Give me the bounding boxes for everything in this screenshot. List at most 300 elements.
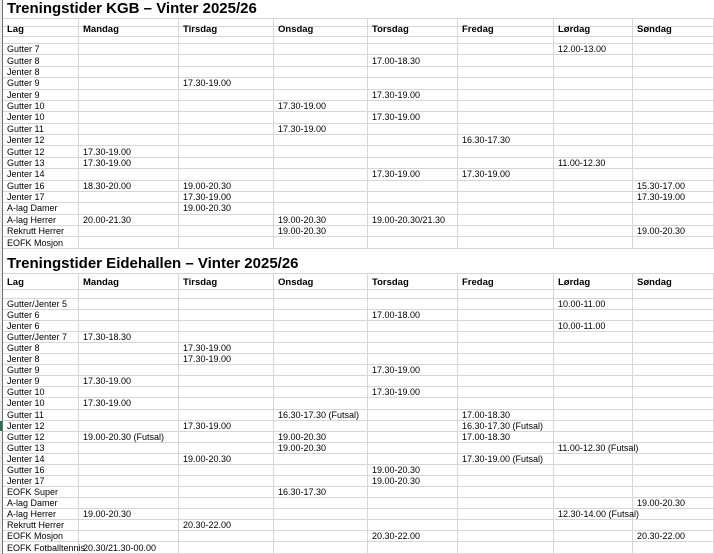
- time-cell[interactable]: [458, 520, 554, 530]
- time-cell[interactable]: [368, 67, 458, 77]
- time-cell[interactable]: [458, 181, 554, 191]
- time-cell[interactable]: [79, 101, 179, 111]
- column-header[interactable]: Lag: [3, 274, 79, 289]
- time-cell[interactable]: [274, 332, 368, 342]
- time-cell[interactable]: 17.30-19.00: [633, 192, 714, 202]
- time-cell[interactable]: 17.30-19.00: [368, 112, 458, 122]
- time-cell[interactable]: 16.30-17.30: [458, 135, 554, 145]
- cell[interactable]: [554, 37, 633, 43]
- time-cell[interactable]: 17.00-18.30: [458, 432, 554, 442]
- time-cell[interactable]: [458, 215, 554, 225]
- time-cell[interactable]: [179, 509, 274, 519]
- time-cell[interactable]: [274, 55, 368, 65]
- time-cell[interactable]: [179, 321, 274, 331]
- team-name-cell[interactable]: Jenter 10: [3, 112, 79, 122]
- time-cell[interactable]: [179, 487, 274, 497]
- time-cell[interactable]: 19.00-20.30: [179, 203, 274, 213]
- time-cell[interactable]: [179, 112, 274, 122]
- time-cell[interactable]: [554, 465, 633, 475]
- team-name-cell[interactable]: Gutter 13: [3, 443, 79, 453]
- time-cell[interactable]: 10.00-11.00: [554, 299, 633, 309]
- time-cell[interactable]: [458, 237, 554, 247]
- time-cell[interactable]: [179, 146, 274, 156]
- time-cell[interactable]: [179, 332, 274, 342]
- time-cell[interactable]: [179, 55, 274, 65]
- time-cell[interactable]: [458, 387, 554, 397]
- time-cell[interactable]: [633, 203, 714, 213]
- time-cell[interactable]: [79, 387, 179, 397]
- time-cell[interactable]: [368, 432, 458, 442]
- time-cell[interactable]: 16.30-17.30 (Futsal): [274, 410, 368, 420]
- time-cell[interactable]: [554, 520, 633, 530]
- time-cell[interactable]: [554, 343, 633, 353]
- time-cell[interactable]: [554, 531, 633, 541]
- time-cell[interactable]: 17.30-19.00: [368, 169, 458, 179]
- column-header[interactable]: Søndag: [633, 274, 714, 289]
- time-cell[interactable]: 17.30-19.00: [79, 158, 179, 168]
- time-cell[interactable]: [274, 520, 368, 530]
- time-cell[interactable]: [274, 237, 368, 247]
- cell[interactable]: [79, 290, 179, 298]
- time-cell[interactable]: [368, 299, 458, 309]
- time-cell[interactable]: [554, 542, 633, 552]
- time-cell[interactable]: [458, 101, 554, 111]
- team-name-cell[interactable]: Gutter 7: [3, 44, 79, 54]
- team-name-cell[interactable]: Rekrutt Herrer: [3, 520, 79, 530]
- time-cell[interactable]: 19.00-20.30: [179, 454, 274, 464]
- time-cell[interactable]: [458, 158, 554, 168]
- time-cell[interactable]: 19.00-20.30: [274, 215, 368, 225]
- time-cell[interactable]: [633, 321, 714, 331]
- time-cell[interactable]: [554, 410, 633, 420]
- team-name-cell[interactable]: EOFK Super: [3, 487, 79, 497]
- time-cell[interactable]: [368, 124, 458, 134]
- team-name-cell[interactable]: Gutter 10: [3, 101, 79, 111]
- time-cell[interactable]: [79, 112, 179, 122]
- time-cell[interactable]: [633, 365, 714, 375]
- time-cell[interactable]: [368, 454, 458, 464]
- time-cell[interactable]: [633, 443, 714, 453]
- time-cell[interactable]: [179, 158, 274, 168]
- time-cell[interactable]: [368, 321, 458, 331]
- time-cell[interactable]: [274, 44, 368, 54]
- time-cell[interactable]: 12.30-14.00 (Futsal): [554, 509, 633, 519]
- cell[interactable]: [3, 37, 79, 43]
- time-cell[interactable]: 17.30-19.00: [179, 354, 274, 364]
- time-cell[interactable]: [179, 387, 274, 397]
- team-name-cell[interactable]: Jenter 12: [3, 135, 79, 145]
- team-name-cell[interactable]: Gutter 10: [3, 387, 79, 397]
- column-header[interactable]: Tirsdag: [179, 27, 274, 36]
- time-cell[interactable]: [179, 124, 274, 134]
- time-cell[interactable]: [179, 542, 274, 552]
- team-name-cell[interactable]: EOFK Mosjon: [3, 531, 79, 541]
- time-cell[interactable]: [274, 299, 368, 309]
- team-name-cell[interactable]: Gutter 12: [3, 432, 79, 442]
- time-cell[interactable]: [274, 465, 368, 475]
- time-cell[interactable]: [633, 78, 714, 88]
- time-cell[interactable]: [179, 90, 274, 100]
- time-cell[interactable]: [554, 203, 633, 213]
- team-name-cell[interactable]: Gutter 12: [3, 146, 79, 156]
- cell[interactable]: [3, 290, 79, 298]
- team-name-cell[interactable]: Rekrutt Herrer: [3, 226, 79, 236]
- time-cell[interactable]: [554, 432, 633, 442]
- time-cell[interactable]: [368, 135, 458, 145]
- team-name-cell[interactable]: Gutter 9: [3, 365, 79, 375]
- time-cell[interactable]: [179, 410, 274, 420]
- time-cell[interactable]: [274, 158, 368, 168]
- time-cell[interactable]: [554, 476, 633, 486]
- time-cell[interactable]: [633, 135, 714, 145]
- time-cell[interactable]: 17.30-19.00: [179, 78, 274, 88]
- time-cell[interactable]: [79, 169, 179, 179]
- time-cell[interactable]: [554, 365, 633, 375]
- time-cell[interactable]: [274, 354, 368, 364]
- time-cell[interactable]: [274, 387, 368, 397]
- time-cell[interactable]: 15.30-17.00: [633, 181, 714, 191]
- time-cell[interactable]: [368, 181, 458, 191]
- time-cell[interactable]: [179, 310, 274, 320]
- time-cell[interactable]: [458, 226, 554, 236]
- team-name-cell[interactable]: Jenter 9: [3, 90, 79, 100]
- time-cell[interactable]: [554, 90, 633, 100]
- column-header[interactable]: Lag: [3, 27, 79, 36]
- time-cell[interactable]: [274, 509, 368, 519]
- time-cell[interactable]: [458, 476, 554, 486]
- time-cell[interactable]: [274, 90, 368, 100]
- time-cell[interactable]: [368, 192, 458, 202]
- time-cell[interactable]: [274, 67, 368, 77]
- time-cell[interactable]: [458, 112, 554, 122]
- time-cell[interactable]: 19.00-20.30/21.30: [368, 215, 458, 225]
- time-cell[interactable]: [458, 343, 554, 353]
- time-cell[interactable]: 12.00-13.00: [554, 44, 633, 54]
- team-name-cell[interactable]: Jenter 6: [3, 321, 79, 331]
- time-cell[interactable]: [274, 421, 368, 431]
- time-cell[interactable]: 20.30-22.00: [368, 531, 458, 541]
- time-cell[interactable]: [368, 78, 458, 88]
- time-cell[interactable]: [458, 531, 554, 541]
- cell[interactable]: [458, 290, 554, 298]
- time-cell[interactable]: 10.00-11.00: [554, 321, 633, 331]
- time-cell[interactable]: [554, 78, 633, 88]
- time-cell[interactable]: [79, 44, 179, 54]
- time-cell[interactable]: 17.30-18.30: [79, 332, 179, 342]
- column-header[interactable]: Mandag: [79, 27, 179, 36]
- column-header[interactable]: Lørdag: [554, 274, 633, 289]
- team-name-cell[interactable]: A-lag Herrer: [3, 509, 79, 519]
- time-cell[interactable]: [633, 44, 714, 54]
- team-name-cell[interactable]: Gutter/Jenter 5: [3, 299, 79, 309]
- cell[interactable]: [554, 290, 633, 298]
- time-cell[interactable]: [633, 101, 714, 111]
- time-cell[interactable]: [274, 181, 368, 191]
- time-cell[interactable]: [633, 432, 714, 442]
- time-cell[interactable]: [368, 354, 458, 364]
- time-cell[interactable]: 17.30-19.00: [274, 124, 368, 134]
- time-cell[interactable]: 19.00-20.30: [79, 509, 179, 519]
- time-cell[interactable]: [179, 531, 274, 541]
- team-name-cell[interactable]: Gutter 8: [3, 55, 79, 65]
- time-cell[interactable]: [368, 487, 458, 497]
- time-cell[interactable]: [554, 354, 633, 364]
- team-name-cell[interactable]: A-lag Herrer: [3, 215, 79, 225]
- time-cell[interactable]: [368, 101, 458, 111]
- time-cell[interactable]: [179, 101, 274, 111]
- time-cell[interactable]: [179, 226, 274, 236]
- time-cell[interactable]: 19.00-20.30: [633, 226, 714, 236]
- time-cell[interactable]: [79, 135, 179, 145]
- time-cell[interactable]: [179, 498, 274, 508]
- time-cell[interactable]: [633, 67, 714, 77]
- time-cell[interactable]: [179, 465, 274, 475]
- cell[interactable]: [633, 290, 714, 298]
- time-cell[interactable]: 20.30-22.00: [179, 520, 274, 530]
- time-cell[interactable]: [79, 410, 179, 420]
- time-cell[interactable]: [368, 542, 458, 552]
- time-cell[interactable]: [458, 332, 554, 342]
- time-cell[interactable]: [368, 203, 458, 213]
- time-cell[interactable]: [554, 55, 633, 65]
- time-cell[interactable]: [554, 101, 633, 111]
- time-cell[interactable]: [368, 226, 458, 236]
- time-cell[interactable]: [179, 67, 274, 77]
- time-cell[interactable]: [633, 387, 714, 397]
- team-name-cell[interactable]: Jenter 14: [3, 169, 79, 179]
- time-cell[interactable]: [79, 454, 179, 464]
- time-cell[interactable]: 19.00-20.30: [368, 465, 458, 475]
- time-cell[interactable]: [179, 299, 274, 309]
- time-cell[interactable]: 19.00-20.30: [274, 432, 368, 442]
- time-cell[interactable]: [274, 376, 368, 386]
- time-cell[interactable]: [633, 146, 714, 156]
- time-cell[interactable]: [274, 135, 368, 145]
- team-name-cell[interactable]: Jenter 17: [3, 192, 79, 202]
- time-cell[interactable]: [368, 410, 458, 420]
- time-cell[interactable]: [633, 299, 714, 309]
- time-cell[interactable]: [554, 454, 633, 464]
- time-cell[interactable]: [79, 321, 179, 331]
- time-cell[interactable]: 11.00-12.30: [554, 158, 633, 168]
- time-cell[interactable]: 17.30-19.00: [274, 101, 368, 111]
- time-cell[interactable]: [458, 146, 554, 156]
- time-cell[interactable]: 17.30-19.00: [179, 343, 274, 353]
- cell[interactable]: [368, 290, 458, 298]
- cell[interactable]: [274, 290, 368, 298]
- time-cell[interactable]: [79, 498, 179, 508]
- time-cell[interactable]: [554, 376, 633, 386]
- team-name-cell[interactable]: A-lag Damer: [3, 498, 79, 508]
- team-name-cell[interactable]: EOFK Mosjon: [3, 237, 79, 247]
- time-cell[interactable]: [79, 365, 179, 375]
- column-header[interactable]: Fredag: [458, 27, 554, 36]
- time-cell[interactable]: [633, 158, 714, 168]
- time-cell[interactable]: [179, 365, 274, 375]
- time-cell[interactable]: [368, 520, 458, 530]
- time-cell[interactable]: 17.30-19.00: [179, 192, 274, 202]
- time-cell[interactable]: [368, 376, 458, 386]
- time-cell[interactable]: [633, 343, 714, 353]
- time-cell[interactable]: [79, 124, 179, 134]
- time-cell[interactable]: [179, 44, 274, 54]
- time-cell[interactable]: [274, 146, 368, 156]
- team-name-cell[interactable]: Gutter 6: [3, 310, 79, 320]
- time-cell[interactable]: 17.30-19.00: [79, 146, 179, 156]
- time-cell[interactable]: 17.30-19.00: [368, 90, 458, 100]
- time-cell[interactable]: [554, 169, 633, 179]
- time-cell[interactable]: [368, 421, 458, 431]
- time-cell[interactable]: [633, 520, 714, 530]
- time-cell[interactable]: [633, 310, 714, 320]
- time-cell[interactable]: [179, 376, 274, 386]
- time-cell[interactable]: [554, 181, 633, 191]
- time-cell[interactable]: [554, 421, 633, 431]
- time-cell[interactable]: [458, 376, 554, 386]
- cell[interactable]: [179, 290, 274, 298]
- time-cell[interactable]: [554, 215, 633, 225]
- team-name-cell[interactable]: EOFK Fotballtennis: [3, 542, 79, 552]
- time-cell[interactable]: [633, 124, 714, 134]
- column-header[interactable]: Torsdag: [368, 274, 458, 289]
- time-cell[interactable]: [633, 465, 714, 475]
- time-cell[interactable]: [458, 124, 554, 134]
- time-cell[interactable]: [633, 354, 714, 364]
- time-cell[interactable]: [633, 55, 714, 65]
- time-cell[interactable]: [633, 90, 714, 100]
- time-cell[interactable]: [274, 169, 368, 179]
- time-cell[interactable]: [79, 226, 179, 236]
- time-cell[interactable]: [274, 343, 368, 353]
- time-cell[interactable]: [79, 55, 179, 65]
- time-cell[interactable]: 20.30-22.00: [633, 531, 714, 541]
- team-name-cell[interactable]: Gutter 11: [3, 410, 79, 420]
- cell[interactable]: [179, 37, 274, 43]
- time-cell[interactable]: [79, 78, 179, 88]
- time-cell[interactable]: [368, 146, 458, 156]
- time-cell[interactable]: [458, 398, 554, 408]
- time-cell[interactable]: [458, 192, 554, 202]
- time-cell[interactable]: [458, 90, 554, 100]
- column-header[interactable]: Torsdag: [368, 27, 458, 36]
- time-cell[interactable]: [554, 124, 633, 134]
- time-cell[interactable]: [179, 169, 274, 179]
- time-cell[interactable]: 16.30-17.30 (Futsal): [458, 421, 554, 431]
- time-cell[interactable]: [633, 398, 714, 408]
- time-cell[interactable]: [633, 215, 714, 225]
- team-name-cell[interactable]: Gutter 11: [3, 124, 79, 134]
- time-cell[interactable]: [633, 410, 714, 420]
- time-cell[interactable]: [554, 112, 633, 122]
- time-cell[interactable]: [79, 343, 179, 353]
- time-cell[interactable]: [554, 487, 633, 497]
- time-cell[interactable]: 11.00-12.30 (Futsal): [554, 443, 633, 453]
- time-cell[interactable]: [458, 55, 554, 65]
- column-header[interactable]: Fredag: [458, 274, 554, 289]
- column-header[interactable]: Søndag: [633, 27, 714, 36]
- time-cell[interactable]: 20.00-21.30: [79, 215, 179, 225]
- time-cell[interactable]: [633, 169, 714, 179]
- time-cell[interactable]: [458, 487, 554, 497]
- time-cell[interactable]: 19.00-20.30: [179, 181, 274, 191]
- time-cell[interactable]: [179, 443, 274, 453]
- time-cell[interactable]: [458, 465, 554, 475]
- time-cell[interactable]: [274, 78, 368, 88]
- time-cell[interactable]: [554, 192, 633, 202]
- time-cell[interactable]: [633, 509, 714, 519]
- time-cell[interactable]: 17.00-18.30: [368, 55, 458, 65]
- time-cell[interactable]: [458, 310, 554, 320]
- time-cell[interactable]: [633, 421, 714, 431]
- time-cell[interactable]: 20.30/21.30-00.00: [79, 542, 179, 552]
- time-cell[interactable]: [368, 509, 458, 519]
- time-cell[interactable]: [79, 354, 179, 364]
- time-cell[interactable]: [554, 398, 633, 408]
- time-cell[interactable]: [179, 135, 274, 145]
- team-name-cell[interactable]: Jenter 14: [3, 454, 79, 464]
- team-name-cell[interactable]: Jenter 10: [3, 398, 79, 408]
- time-cell[interactable]: [368, 498, 458, 508]
- column-header[interactable]: Onsdag: [274, 274, 368, 289]
- time-cell[interactable]: [458, 498, 554, 508]
- team-name-cell[interactable]: Gutter 9: [3, 78, 79, 88]
- time-cell[interactable]: [458, 509, 554, 519]
- time-cell[interactable]: 17.30-19.00: [368, 387, 458, 397]
- cell[interactable]: [368, 37, 458, 43]
- column-header[interactable]: Onsdag: [274, 27, 368, 36]
- time-cell[interactable]: [179, 476, 274, 486]
- team-name-cell[interactable]: Gutter/Jenter 7: [3, 332, 79, 342]
- team-name-cell[interactable]: Jenter 17: [3, 476, 79, 486]
- time-cell[interactable]: 19.00-20.30: [633, 498, 714, 508]
- time-cell[interactable]: [179, 432, 274, 442]
- team-name-cell[interactable]: Jenter 12: [3, 421, 79, 431]
- column-header[interactable]: Mandag: [79, 274, 179, 289]
- title-cell[interactable]: [3, 254, 299, 273]
- time-cell[interactable]: 19.00-20.30: [274, 443, 368, 453]
- time-cell[interactable]: [458, 321, 554, 331]
- column-header[interactable]: Lørdag: [554, 27, 633, 36]
- time-cell[interactable]: [79, 487, 179, 497]
- time-cell[interactable]: [368, 343, 458, 353]
- team-name-cell[interactable]: Gutter 16: [3, 181, 79, 191]
- time-cell[interactable]: [554, 135, 633, 145]
- time-cell[interactable]: [368, 237, 458, 247]
- time-cell[interactable]: [633, 487, 714, 497]
- time-cell[interactable]: [458, 443, 554, 453]
- time-cell[interactable]: [274, 542, 368, 552]
- time-cell[interactable]: [79, 67, 179, 77]
- team-name-cell[interactable]: A-lag Damer: [3, 203, 79, 213]
- time-cell[interactable]: [79, 90, 179, 100]
- cell[interactable]: [79, 37, 179, 43]
- team-name-cell[interactable]: Gutter 16: [3, 465, 79, 475]
- time-cell[interactable]: [274, 476, 368, 486]
- time-cell[interactable]: [79, 443, 179, 453]
- time-cell[interactable]: [79, 531, 179, 541]
- time-cell[interactable]: [554, 237, 633, 247]
- time-cell[interactable]: 19.00-20.30: [274, 226, 368, 236]
- time-cell[interactable]: 19.00-20.30 (Futsal): [79, 432, 179, 442]
- time-cell[interactable]: [79, 520, 179, 530]
- time-cell[interactable]: 18.30-20.00: [79, 181, 179, 191]
- time-cell[interactable]: [179, 237, 274, 247]
- time-cell[interactable]: [274, 398, 368, 408]
- time-cell[interactable]: 17.30-19.00: [79, 398, 179, 408]
- time-cell[interactable]: [274, 321, 368, 331]
- time-cell[interactable]: [274, 112, 368, 122]
- time-cell[interactable]: [274, 531, 368, 541]
